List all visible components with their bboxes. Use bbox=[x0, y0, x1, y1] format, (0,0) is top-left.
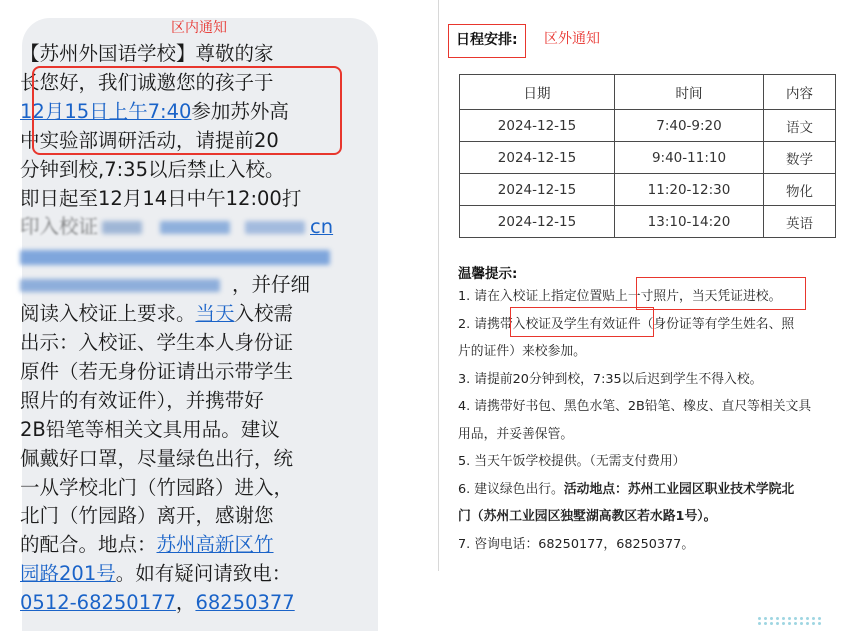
tip-item: 片的证件）来校参加。 bbox=[458, 344, 586, 359]
sms-line: 北门（竹园路）离开，感谢您 bbox=[20, 504, 274, 528]
redaction-blur bbox=[160, 221, 230, 234]
column-header: 内容 bbox=[764, 75, 836, 110]
outer-district-notice-label: 区外通知 bbox=[544, 31, 600, 47]
sms-line: 照片的有效证件），并携带好 bbox=[20, 388, 264, 412]
table-cell: 13:10-14:20 bbox=[615, 206, 764, 238]
table-row bbox=[460, 206, 836, 238]
phone-link[interactable]: 0512-68250177 bbox=[20, 591, 176, 615]
highlight-box bbox=[32, 66, 342, 155]
venue-bold-text: 门（苏州工业园区独墅湖高教区若水路1号）。 bbox=[458, 509, 717, 524]
tip-item: 6. 建议绿色出行。活动地点：苏州工业园区职业技术学院北 bbox=[458, 481, 795, 497]
table-cell: 2024-12-15 bbox=[460, 142, 615, 174]
table-cell: 2024-12-15 bbox=[460, 206, 615, 238]
table-cell: 英语 bbox=[764, 206, 836, 238]
sms-line-redacted bbox=[20, 242, 346, 271]
sms-line: 长您好，我们诚邀您的孩子于 bbox=[20, 70, 274, 94]
sms-line: 园路201号。如有疑问请致电： bbox=[20, 562, 292, 586]
highlight-box bbox=[636, 277, 806, 310]
table-cell: 语文 bbox=[764, 110, 836, 142]
table-cell: 物化 bbox=[764, 174, 836, 206]
sms-line: 佩戴好口罩，尽量绿色出行，统 bbox=[20, 446, 294, 470]
sms-line: 即日起至12月14日中午12:00打 bbox=[20, 186, 302, 210]
sms-text: ，并仔细 bbox=[232, 273, 311, 297]
table-cell: 7:40-9:20 bbox=[615, 110, 764, 142]
tip-item: 7. 咨询电话：68250177，68250377。 bbox=[458, 536, 695, 552]
column-header: 日期 bbox=[460, 75, 615, 110]
sms-line: 出示：入校证、学生本人身份证 bbox=[20, 331, 294, 355]
sms-text: 印入校证 bbox=[20, 215, 99, 239]
highlight-box bbox=[510, 307, 654, 337]
sms-line: 原件（若无身份证请出示带学生 bbox=[20, 359, 294, 383]
sms-line: 中实验部调研活动，请提前20 bbox=[20, 128, 279, 152]
venue-bold-text: 活动地点：苏州工业园区职业技术学院北 bbox=[563, 481, 795, 497]
table-row bbox=[460, 110, 836, 142]
sms-line-redacted bbox=[20, 271, 346, 300]
redaction-blur bbox=[20, 250, 330, 265]
table-cell: 2024-12-15 bbox=[460, 174, 615, 206]
sms-line: 0512-68250177，68250377 bbox=[20, 591, 295, 615]
tip-item: 4. 请携带好书包、黑色水笔、2B铅笔、橡皮、直尺等相关文具 bbox=[458, 399, 812, 414]
redaction-blur bbox=[20, 279, 220, 292]
redaction-blur bbox=[245, 221, 305, 234]
table-cell: 11:20-12:30 bbox=[615, 174, 764, 206]
column-header: 时间 bbox=[615, 75, 764, 110]
table-row bbox=[460, 142, 836, 174]
tip-item bbox=[458, 503, 842, 531]
sms-text: 参加苏外高 bbox=[191, 99, 289, 123]
sms-line: 【苏州外国语学校】尊敬的家 bbox=[20, 42, 274, 65]
table-header-row bbox=[460, 75, 836, 110]
inner-district-notice-label: 区内通知 bbox=[171, 20, 227, 36]
table-cell: 2024-12-15 bbox=[460, 110, 615, 142]
sms-line: 分钟到校,7:35以后禁止入校。 bbox=[20, 157, 285, 181]
tips-title: 温馨提示: bbox=[458, 266, 518, 282]
tip-item: 用品，并妥善保管。 bbox=[458, 426, 574, 442]
today-link[interactable]: 当天 bbox=[195, 302, 235, 326]
date-time-link[interactable]: 12月15日上午7:40 bbox=[20, 99, 192, 123]
phone-link[interactable]: 68250377 bbox=[195, 591, 295, 615]
redacted-link-tail[interactable]: cn bbox=[310, 215, 334, 239]
sms-line-redacted bbox=[20, 213, 346, 242]
table-cell: 数学 bbox=[764, 142, 836, 174]
redaction-blur bbox=[102, 221, 142, 234]
sms-line: 阅读入校证上要求。当天入校需 bbox=[20, 302, 294, 326]
address-link[interactable]: 苏州高新区竹 bbox=[156, 533, 274, 557]
schedule-title: 日程安排: bbox=[448, 24, 526, 58]
address-link[interactable]: 园路201号 bbox=[20, 562, 116, 586]
sms-line: 一从学校北门（竹园路）进入， bbox=[20, 475, 294, 499]
schedule-table bbox=[459, 74, 836, 238]
tip-item: 3. 请提前20分钟到校，7:35以后迟到学生不得入校。 bbox=[458, 371, 763, 387]
tip-item: 2. 请携带入校证及学生有效证件（身份证等有学生姓名、照 bbox=[458, 316, 795, 332]
sms-line: 的配合。地点：苏州高新区竹 bbox=[20, 533, 274, 557]
table-cell: 9:40-11:10 bbox=[615, 142, 764, 174]
sms-line: 2B铅笔等相关文具用品。建议 bbox=[20, 417, 280, 441]
tip-item: 1. 请在入校证上指定位置贴上一寸照片，当天凭证进校。 bbox=[458, 289, 782, 304]
table-row bbox=[460, 174, 836, 206]
decorative-dot-grid bbox=[758, 617, 821, 625]
tip-item: 5. 当天午饭学校提供。（无需支付费用） bbox=[458, 454, 686, 469]
